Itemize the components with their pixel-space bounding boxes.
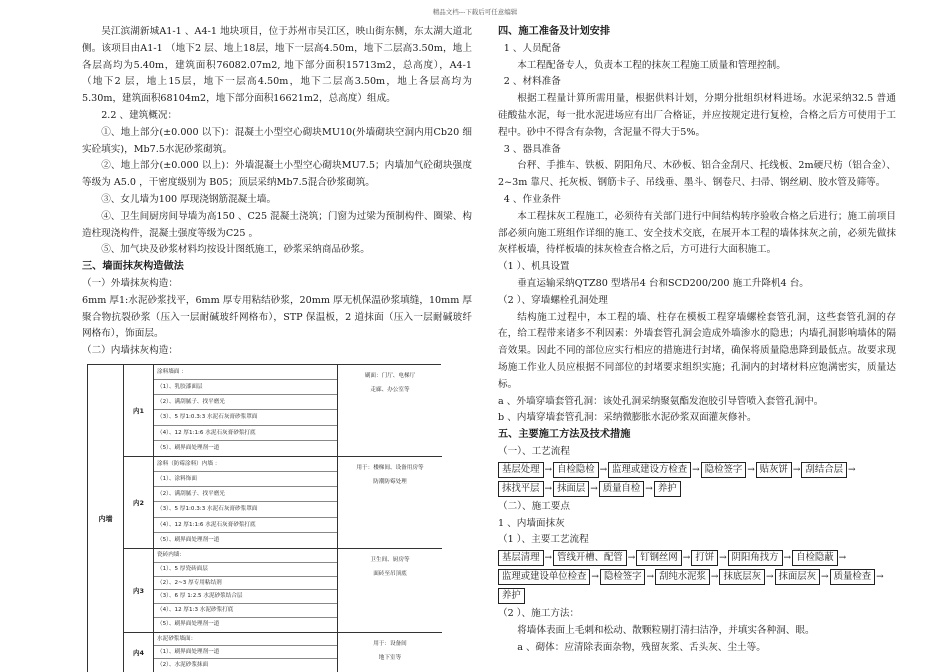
process-flow-1 — [498, 462, 896, 497]
flow-step: 隐检签字 — [701, 462, 747, 478]
tools-heading: 3 、器具准备 — [503, 143, 561, 155]
section-3-heading: 三、墙面抹灰构造做法 — [82, 261, 184, 273]
table-step: （1）、乳胶漆面层 — [154, 380, 337, 395]
table-section-label: 内3 — [124, 549, 154, 632]
flow-step: 阴阳角找方 — [728, 550, 783, 566]
materials-heading: 2 、材料准备 — [503, 76, 561, 88]
flow-arrow-icon: → — [590, 483, 598, 494]
table-notes — [338, 633, 442, 672]
table-notes — [338, 457, 442, 548]
process-flow-heading: （一）、工艺流程 — [498, 445, 570, 457]
flow-arrow-icon: → — [876, 572, 884, 583]
exterior-hole-text: a 、外墙穿墙套管孔洞：该处孔洞采纳聚氨酯发泡胶引导管喷入套管孔洞中。 — [498, 395, 824, 407]
materials-text: 根据工程量计算所需用量，根据供料计划，分期分批组织材料进场。水泥采纳32.5 普通硅酸盐水泥，每一批水泥进场应有出厂合格证，并应按规定进行复检，合格之后方可使用于工程中。砂中不得含有杂物，含泥量不得大于5%。 — [498, 93, 896, 138]
flow-step: 监理或建设单位检查 — [498, 569, 590, 585]
right-column — [498, 24, 896, 657]
table-notes — [338, 549, 442, 632]
table-step: （4）、12 厚1:1:6 水泥石灰膏砂浆打底 — [154, 426, 337, 441]
table-step: （2）、满刮腻子、找平磨光 — [154, 487, 337, 502]
method-text: 将墙体表面上毛刺和松动、散颗粒剔打清扫洁净，并填实各种洞、眼。 — [517, 624, 815, 636]
flow-arrow-icon: → — [682, 553, 691, 564]
left-column — [82, 24, 472, 360]
flow-step: 监理或建设方检查 — [608, 462, 691, 478]
table-note: 用于：设备间 — [373, 641, 407, 647]
machinery-heading: （1 ）、机具设置 — [498, 261, 570, 273]
flow-arrow-icon: → — [599, 464, 608, 475]
bolt-hole-text: 结构施工过程中，本工程的墙、柱存在模板工程穿墙螺栓套管孔洞，这些套管孔洞的存在，给工程带来诸多不利因素：外墙套管孔洞会造成外墙渗水的隐患；内墙孔洞影响墙体的隔音效果。因此不同的部位应实行相应的措施进行封堵，确保将质量隐患降到最低点。故要求现场施工作业人员应根据不同部位的封堵要求组织实施；孔洞内的封堵材料应饱满密实，质量达标。 — [498, 311, 896, 390]
flow-arrow-icon: → — [783, 553, 792, 564]
interior-plaster-heading: （二）内墙抹灰构造： — [82, 345, 178, 357]
building-item-1: ①、地上部分(±0.000 以下)：混凝土小型空心砌块MU10(外墙砌块空洞内用Cb20 细实砼填实)，Mb7.5水泥砂浆砌筑。 — [82, 126, 472, 155]
staffing-heading: 1 、人员配备 — [503, 42, 561, 54]
conditions-heading: 4 、作业条件 — [503, 193, 561, 205]
flow-arrow-icon: → — [710, 572, 719, 583]
conditions-text: 本工程抹灰工程施工，必须待有关部门进行中间结构转序验收合格之后进行；施工前项目部必须向施工班组作详细的施工、安全技术交底，在展开本工程的墙体抹灰之前，必须先做抹灰样板墙，待样板墙的抹灰检查合格之后，方可进行大面积施工。 — [498, 210, 896, 256]
table-note: 防潮防霉处理 — [373, 479, 407, 485]
flow-step: 打饼 — [691, 550, 718, 566]
table-note: 用于：楼梯间、设备用房等 — [356, 465, 424, 471]
building-item-3: ③、女儿墙为100 厚现浇钢筋混凝土墙。 — [101, 193, 277, 205]
flow-step: 自检隐检 — [553, 462, 599, 478]
flow-step: 管线开槽、配管 — [553, 550, 627, 566]
table-steps — [154, 633, 338, 672]
tools-text: 台秤、手推车、铁板、阴阳角尺、木砂板、铝合金刮尺、托线板、2m硬尺枋（铝合金）、2~3m 靠尺、托灰板、钢筋卡子、吊线垂、墨斗、钢卷尺、扫帚、钢丝刷、胶水管及筛等。 — [498, 160, 896, 189]
table-step: （4）、12 厚1:3 水泥砂浆打底 — [154, 604, 337, 618]
table-note: 走廊、办公室等 — [370, 387, 410, 393]
building-item-5: ⑤、加气块及砂浆材料均按设计图纸施工，砂浆采纳商品砂浆。 — [101, 244, 370, 256]
machinery-text: 垂直运输采纳QTZ80 型塔吊4 台和SCD200/200 施工升降机4 台。 — [517, 277, 809, 289]
interior-plaster-subheading: 1 、内墙面抹灰 — [498, 517, 565, 529]
table-step: （5）、刷界面处理剂一道 — [157, 621, 220, 628]
flow-arrow-icon: → — [645, 483, 653, 494]
table-main-label: 内墙 — [88, 365, 124, 672]
table-note: 地下室等 — [378, 655, 402, 661]
flow-arrow-icon: → — [847, 464, 856, 475]
table-note: 面砖至吊顶底 — [373, 571, 407, 577]
flow-arrow-icon: → — [627, 553, 636, 564]
table-section-label: 内1 — [124, 365, 154, 456]
flow-step: 质量自检 — [599, 481, 645, 497]
project-intro-paragraph: 吴江滨湖新城A1-1 、A4-1 地块项目，位于苏州市吴江区，映山街东侧，东太湖大道北侧。该项目由A1-1 （地下2 层、地上18层，地下一层高4.50m，地下二层高3.50m，地上各层高均为5.40m，建筑面积76082.07m2, 地下部分面积15713m2，总高度），A4-1 （地下2 层，地上15层，地下一层高4.50m，地下二层高3.50m，地上各层高均为5.30m，建筑面积68104m2，地下部分面积16621m2，总高度）组成。 — [82, 26, 472, 105]
flow-arrow-icon: → — [544, 464, 553, 475]
flow-step: 刮纯水泥浆 — [655, 569, 710, 585]
table-section-label: 内4 — [124, 633, 154, 672]
flow-step: 隐检签字 — [600, 569, 646, 585]
table-step: （1）、5 厚瓷砖面层 — [154, 563, 337, 577]
table-step: （3）、5 厚1:0.3:3 水泥石灰膏砂浆罩面 — [154, 502, 337, 517]
table-section — [124, 549, 442, 633]
table-steps — [154, 457, 338, 548]
table-step: （2）、满刮腻子、找平磨光 — [154, 395, 337, 410]
flow-step: 基层处理 — [498, 462, 544, 478]
table-step: 瓷砖内墙： — [154, 549, 337, 563]
watermark-text: 精品文档---下载后可任意编辑 — [432, 8, 518, 16]
table-section — [124, 365, 442, 457]
table-step: （2）、2~3 厚专用粘结剂 — [154, 577, 337, 591]
flow-arrow-icon: → — [838, 553, 847, 564]
flow-step: 基层清理 — [498, 550, 544, 566]
table-step: （5）、刷界面处理剂一道 — [157, 444, 220, 451]
flow-step: 刮结合层 — [801, 462, 847, 478]
table-section-label: 内2 — [124, 457, 154, 548]
section-2-2-heading: 2.2 、建筑概况： — [101, 109, 178, 121]
building-item-2: ②、地上部分(±0.000 以上)：外墙混凝土小型空心砌块MU7.5；内墙加气砼砌块强度等级为 A5.0 ，干密度级别为 B05；顶层采纳Mb7.5混合砂浆砌筑。 — [82, 160, 472, 189]
table-note: 卫生间、厨房等 — [370, 557, 410, 563]
flow-step: 抹底层灰 — [719, 569, 765, 585]
interior-wall-table — [87, 364, 441, 672]
flow-step: 抹面层 — [553, 481, 589, 497]
flow-arrow-icon: → — [692, 464, 700, 475]
table-steps — [154, 365, 338, 456]
flow-step: 养护 — [654, 481, 681, 497]
section-5-heading: 五、主要施工方法及技术措施 — [498, 429, 631, 441]
exterior-plaster-text: 6mm 厚1:水泥砂浆找平，6mm 厚专用粘结砂浆，20mm 厚无机保温砂浆填缝，10mm 厚聚合物抗裂砂浆（压入一层耐碱玻纤网格布），STP 保温板，2 道抹面（压入一层耐碱玻纤网格布），饰面层。 — [82, 294, 472, 340]
section-4-heading: 四、施工准备及计划安排 — [498, 26, 611, 37]
bolt-hole-heading: （2 ）、穿墙螺栓孔洞处理 — [498, 294, 608, 306]
table-step: （3）、5 厚1:0.3:3 水泥石灰膏砂浆罩面 — [154, 410, 337, 425]
interior-hole-text: b 、内墙穿墙套管孔洞：采纳微膨胀水泥砂浆双面灌灰修补。 — [498, 412, 757, 424]
flow-arrow-icon: → — [591, 572, 599, 583]
main-process-heading: （1 ）、主要工艺流程 — [498, 534, 589, 546]
building-item-4: ④、卫生间厨房间导墙为高150 、C25 混凝土浇筑；门窗为过梁为预制构件、圈梁、构造柱现浇构件，混凝土强度等级为C25 。 — [82, 210, 472, 239]
flow-step: 养护 — [498, 588, 525, 604]
flow-arrow-icon: → — [544, 483, 553, 494]
exterior-plaster-heading: （一）外墙抹灰构造： — [82, 277, 178, 289]
flow-arrow-icon: → — [719, 553, 727, 564]
table-step: 水泥砂浆墙面： — [154, 633, 337, 646]
table-step: （1）、涂料饰面 — [154, 472, 337, 487]
masonry-text: a 、砌体：应清除表面杂物，残留灰浆、舌头灰、尘土等。 — [517, 641, 766, 653]
table-step: （1）、刷界面处理剂一道 — [154, 646, 337, 659]
flow-arrow-icon: → — [747, 464, 755, 475]
table-section — [124, 457, 442, 549]
flow-step: 钉钢丝网 — [636, 550, 682, 566]
flow-step: 贴灰饼 — [756, 462, 792, 478]
table-step: （5）、刷界面处理剂一道 — [157, 536, 220, 543]
flow-arrow-icon: → — [765, 572, 774, 583]
flow-step: 质量检查 — [830, 569, 876, 585]
table-notes — [338, 365, 442, 456]
flow-arrow-icon: → — [544, 553, 553, 564]
flow-step: 自检隐蔽 — [792, 550, 838, 566]
table-step: 涂料（防霉涂料）内墙 ： — [154, 457, 337, 472]
table-note: 刷面：门厅、电梯厅 — [364, 373, 416, 379]
table-step: （2）、水泥砂浆抹面 — [157, 662, 209, 668]
flow-arrow-icon: → — [821, 572, 829, 583]
process-flow-2 — [498, 550, 896, 604]
table-step: （3）、6 厚 1:2.5 水泥砂浆结合层 — [154, 590, 337, 604]
flow-step: 抹面层灰 — [775, 569, 821, 585]
table-step: 涂料墙面 ： — [154, 365, 337, 380]
method-heading: （2 ）、施工方法： — [498, 608, 580, 620]
flow-step: 抹找平层 — [498, 481, 544, 497]
key-points-heading: （二）、施工要点 — [498, 500, 570, 512]
table-section — [124, 633, 442, 672]
table-step: （4）、12 厚1:1:6 水泥石灰膏砂浆打底 — [154, 518, 337, 533]
staffing-text: 本工程配备专人，负责本工程的抹灰工程施工质量和管理控制。 — [517, 59, 786, 71]
table-steps — [154, 549, 338, 632]
flow-arrow-icon: → — [792, 464, 801, 475]
flow-arrow-icon: → — [646, 572, 654, 583]
